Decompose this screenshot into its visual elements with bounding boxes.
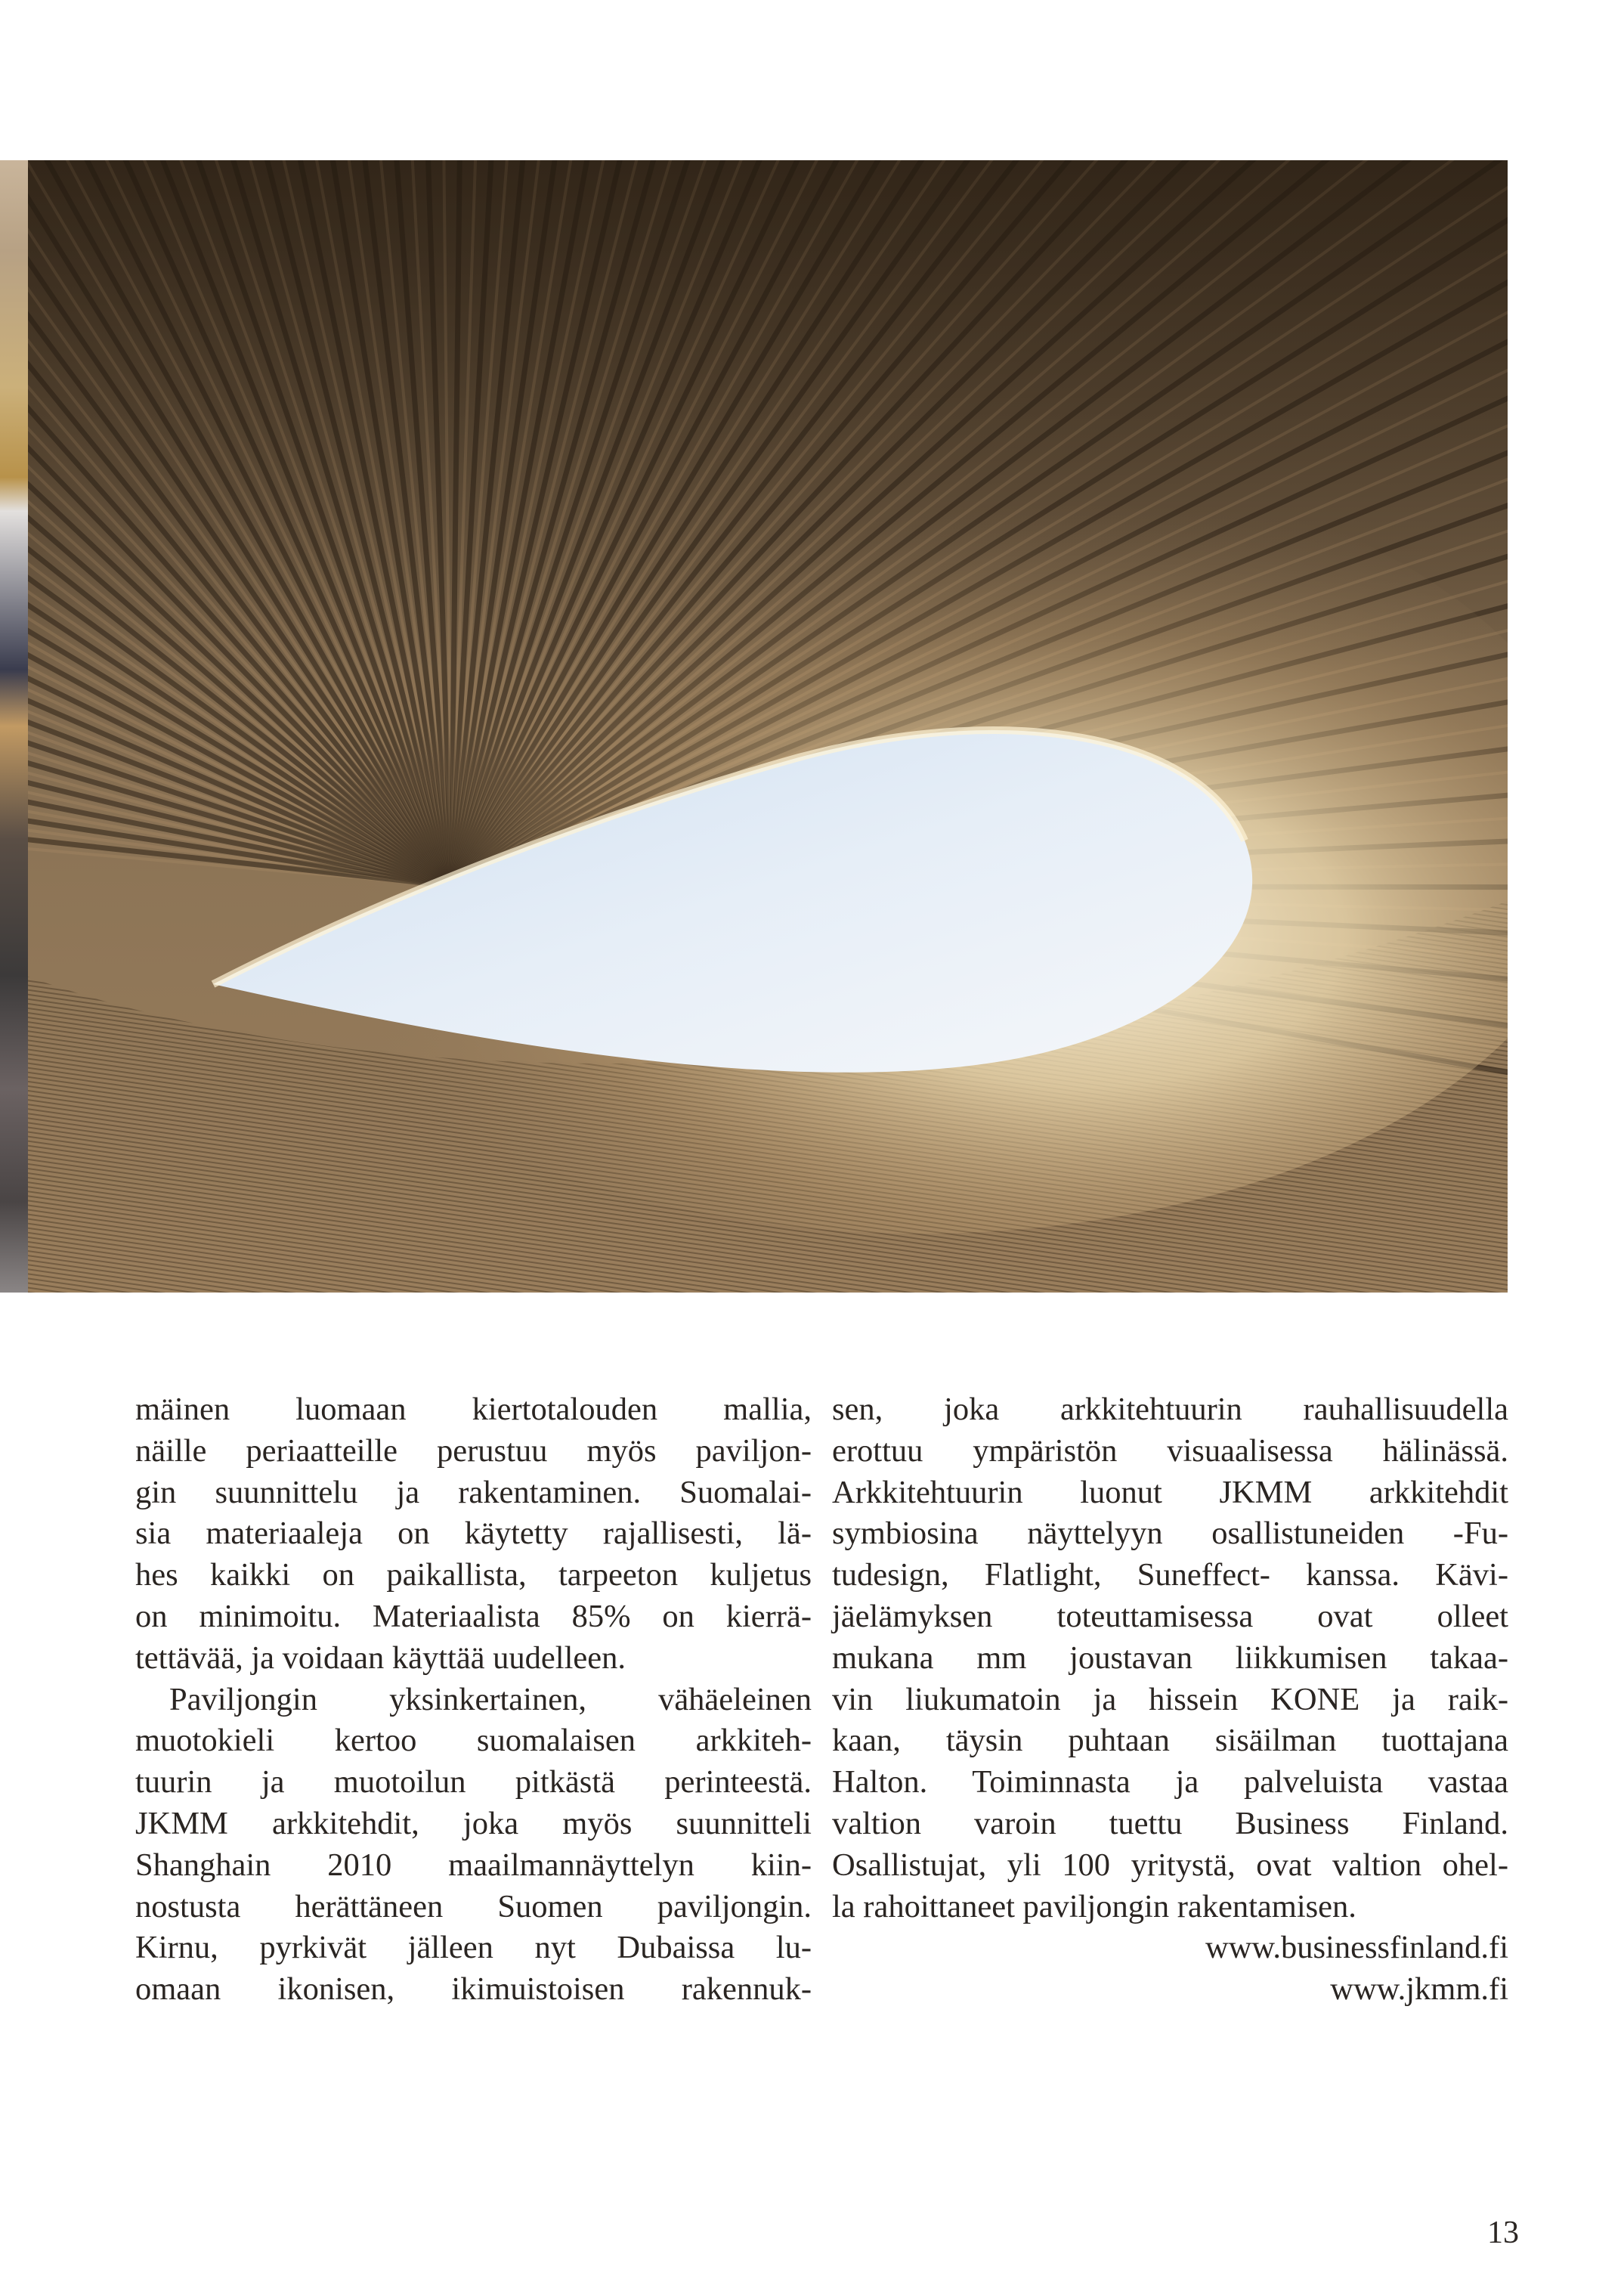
- text-line: on minimoitu. Materiaalista 85% on kierrä-: [135, 1598, 812, 1634]
- text-line: Halton. Toiminnasta ja palveluista vastaa: [832, 1764, 1508, 1800]
- article-column-left: [135, 1389, 812, 2011]
- text-line: JKMM arkkitehdit, joka myös suunnitteli: [135, 1805, 812, 1841]
- paragraph-2: [135, 1680, 812, 2011]
- text-line: Osallistujat, yli 100 yritystä, ovat valtion ohel-: [832, 1847, 1508, 1883]
- text-line: Shanghain 2010 maailmannäyttelyn kiin-: [135, 1847, 812, 1883]
- text-line: näille periaatteille perustuu myös paviljon-: [135, 1432, 812, 1469]
- text-line: Arkkitehtuurin luonut JKMM arkkitehdit: [832, 1474, 1508, 1510]
- link-jkmm[interactable]: www.jkmm.fi: [1330, 1971, 1508, 2008]
- text-line: tudesign, Flatlight, Suneffect- kanssa. Kävi-: [832, 1557, 1508, 1593]
- wooden-ceiling-image: [28, 160, 1508, 1293]
- page-number: 13: [1487, 2215, 1519, 2250]
- text-line: gin suunnittelu ja rakentaminen. Suomalai-: [135, 1474, 812, 1510]
- text-line: mäinen luomaan kiertotalouden mallia,: [135, 1392, 812, 1427]
- text-line: erottuu ympäristön visuaalisessa hälinässä.: [832, 1432, 1508, 1469]
- text-line: jäelämyksen toteuttamisessa ovat olleet: [832, 1598, 1508, 1634]
- link-businessfinland[interactable]: www.businessfinland.fi: [1205, 1930, 1508, 1966]
- text-line: Kirnu, pyrkivät jälleen nyt Dubaissa lu-: [135, 1930, 812, 1966]
- text-line: tuurin ja muotoilun pitkästä perinteestä.: [135, 1764, 812, 1800]
- paragraph-1: [135, 1389, 812, 1680]
- text-line: nostusta herättäneen Suomen paviljongin.: [135, 1888, 812, 1924]
- previous-page-photo-edge: [0, 160, 28, 1293]
- text-line: omaan ikonisen, ikimuistoisen rakennuk-: [135, 1971, 812, 2008]
- text-line: kaan, täysin puhtaan sisäilman tuottajana: [832, 1723, 1508, 1759]
- article-column-right: [832, 1389, 1508, 2011]
- text-line: sen, joka arkkitehtuurin rauhallisuudella: [832, 1392, 1508, 1427]
- text-line: la rahoittaneet paviljongin rakentamisen.: [832, 1888, 1356, 1924]
- text-line: valtion varoin tuettu Business Finland.: [832, 1805, 1508, 1841]
- text-line: muotokieli kertoo suomalaisen arkkiteh-: [135, 1723, 812, 1759]
- text-line: mukana mm joustavan liikkumisen takaa-: [832, 1639, 1508, 1676]
- pavilion-ceiling-photo: [28, 160, 1508, 1293]
- text-line: sia materiaaleja on käytetty rajallisesti, lä-: [135, 1516, 812, 1552]
- text-line: tettävää, ja voidaan käyttää uudelleen.: [135, 1639, 626, 1676]
- paragraph-3: [832, 1389, 1508, 1927]
- text-line: symbiosina näyttelyyn osallistuneiden -Fu-: [832, 1516, 1508, 1552]
- text-line: Paviljongin yksinkertainen, vähäeleinen: [169, 1681, 812, 1717]
- text-line: vin liukumatoin ja hissein KONE ja raik-: [832, 1681, 1508, 1717]
- text-line: hes kaikki on paikallista, tarpeeton kuljetus: [135, 1557, 812, 1593]
